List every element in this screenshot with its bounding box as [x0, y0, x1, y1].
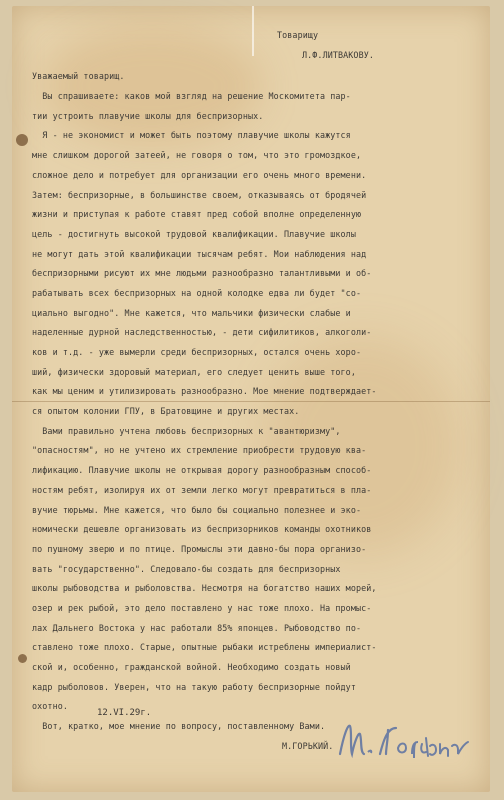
- ink-spot: [18, 654, 27, 663]
- body-line: "опасностям", но не учтено их стремление приобрести трудовую ква-: [32, 445, 367, 456]
- body-line: циально выгодно". Мне кажется, что мальчики физически слабые и: [32, 307, 351, 318]
- body-line: не могут дать этой квалификации тысячам ребят. Мои наблюдения над: [32, 248, 367, 259]
- body-line: ший, физически здоровый материал, его следует ценить выше того,: [32, 366, 356, 377]
- body-line: наделенные дурной наследственностью, - дети сифилитиков, алкоголи-: [32, 327, 372, 338]
- ink-spot: [16, 134, 28, 146]
- body-line: Затем: беспризорные, в большинстве своем, отказываясь от бродячей: [32, 189, 367, 200]
- body-line: ской и, особенно, гражданской войной. Необходимо создать новый: [32, 662, 351, 672]
- body-line: ков и т.д. - уже вымерли среди беспризорных, остался очень хоро-: [32, 347, 362, 357]
- salutation: Уважаемый товарищ.: [32, 71, 125, 82]
- closing-line: Вот, кратко, мое мнение по вопросу, поставленному Вами.: [32, 721, 326, 732]
- body-line: по пушному зверю и по птице. Промыслы эти давно-бы пора организо-: [32, 543, 367, 554]
- body-line: вать "государственно". Следовало-бы создать для беспризорных: [32, 563, 341, 574]
- body-line: беспризорными рисуют их мне людьми разнообразно талантливыми и об-: [32, 268, 372, 279]
- body-line: кадр рыболовов. Уверен, что на такую работу беспризорные пойдут: [32, 681, 356, 692]
- sender-name: М.ГОРЬКИЙ.: [282, 740, 334, 751]
- body-line: Я - не экономист и может быть поэтому плавучие школы кажутся: [32, 130, 351, 141]
- body-line: ся опытом колонии ГПУ, в Братовщине и других местах.: [32, 406, 300, 417]
- letter-body: [32, 87, 480, 717]
- letter-sheet: [12, 6, 490, 792]
- addressee-name: Л.Ф.ЛИТВАКОВУ.: [302, 49, 374, 60]
- body-line: сложное дело и потребует для организации его очень много времени.: [32, 169, 367, 180]
- body-line: школы рыбоводства и рыболовства. Несмотря на богатство наших морей,: [32, 583, 377, 594]
- addressee-line: Товарищу: [277, 30, 319, 40]
- body-line: лификацию. Плавучие школы не открывая дорогу разнообразным способ-: [32, 465, 372, 476]
- body-line: жизни и приступая к работе ставят пред собой вполне определенную: [32, 209, 362, 220]
- letter-date: 12.VI.29г.: [97, 708, 152, 718]
- body-line: охотно.: [32, 701, 68, 712]
- body-line: лах Дальнего Востока у нас работали 85% японцев. Рыбоводство по-: [32, 622, 362, 633]
- body-line: ностям ребят, изолируя их от земли легко могут превратиться в пла-: [32, 484, 372, 495]
- body-line: Вы спрашиваете: каков мой взгляд на решение Москомитета пар-: [32, 91, 351, 102]
- body-line: тии устроить плавучие школы для беспризорных.: [32, 110, 264, 121]
- body-line: мне слишком дорогой затеей, не говоря о том, что это громоздкое,: [32, 150, 362, 161]
- handwritten-signature: [334, 714, 474, 764]
- body-line: рабатывать всех беспризорных на одной колодке едва ли будет "со-: [32, 287, 362, 298]
- body-line: Вами правильно учтена любовь беспризорных к "авантюризму",: [32, 425, 341, 436]
- body-line: вучие тюрьмы. Мне кажется, что было бы социально полезнее и эко-: [32, 504, 362, 515]
- letter-text: [32, 26, 480, 756]
- body-line: ставлено тоже плохо. Старые, опытные рыбаки истреблены империалист-: [32, 642, 377, 653]
- body-line: как мы ценим и утилизировать разнообразно. Мое мнение подтверждает-: [32, 386, 377, 397]
- body-line: озер и рек рыбой, это дело поставлено у нас тоже плохо. На промыс-: [32, 602, 372, 613]
- body-line: цель - достигнуть высокой трудовой квалификации. Плавучие школы: [32, 228, 356, 239]
- body-line: номически дешевле организовать из беспризорников команды охотников: [32, 524, 372, 535]
